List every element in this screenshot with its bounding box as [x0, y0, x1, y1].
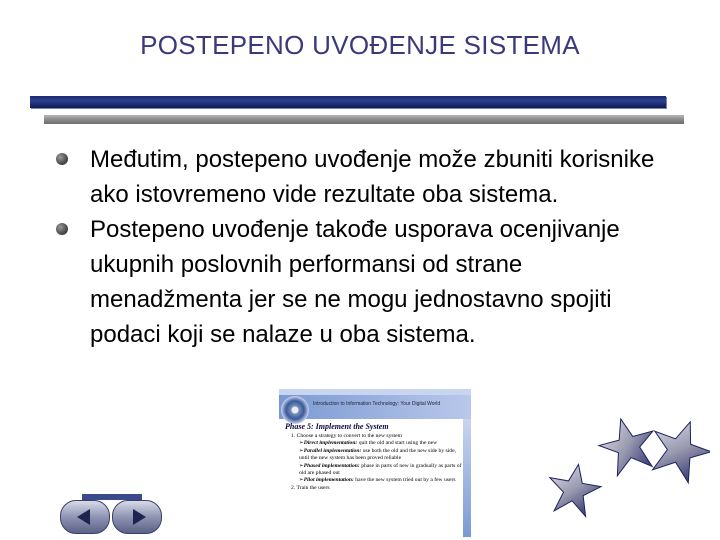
forward-button[interactable] — [112, 500, 162, 534]
star-icon — [642, 412, 710, 487]
thumbnail-line: ➢Phased implementation: phase in parts of new in gradually as parts of old are phased out — [299, 462, 462, 477]
slide-title: POSTEPENO UVOĐENJE SISTEMA — [140, 30, 580, 60]
thumbnail-line: 2. Train the users — [291, 484, 330, 491]
bullet-list — [56, 142, 676, 352]
back-arrow-icon — [77, 509, 90, 525]
thumbnail-lines — [285, 433, 467, 492]
cd-icon — [281, 396, 309, 424]
bullet-dot-icon — [56, 223, 68, 235]
textbook-slide-thumbnail — [279, 389, 471, 537]
thumbnail-line: ➢Pilot implementation: have the new system tried out by a few users — [299, 477, 456, 484]
bullet-text: Postepeno uvođenje takođe usporava ocenjivanje ukupnih poslovnih performansi od strane menadžmenta jer se ne mogu jednostavno spojiti podaci koji se nalaze u oba sistema. — [90, 216, 620, 348]
thumbnail-line: ➢Direct implementation: quit the old and start using the new — [299, 440, 438, 447]
back-button[interactable] — [60, 500, 110, 534]
bullet-dot-icon — [56, 153, 68, 165]
decorative-stars — [540, 410, 710, 535]
slide-navigation — [60, 494, 164, 532]
thumbnail-line: ➢Parallel implementation: use both the old and the new side by side, until the new system has been proved reliable — [299, 447, 456, 462]
thumbnail-side-strip — [463, 419, 471, 537]
thumbnail-header-text: Introduction to Information Technology: Your Digital World — [313, 401, 441, 407]
star-icon — [594, 412, 662, 479]
decorative-gray-bar — [44, 115, 684, 124]
thumbnail-title: Phase 5: Implement the System — [285, 422, 389, 431]
bullet-text: Međutim, postepeno uvođenje može zbuniti korisnike ako istovremeno vide rezultate oba sistema. — [90, 146, 655, 208]
forward-arrow-icon — [133, 509, 146, 525]
title-underline-bar — [30, 96, 666, 108]
star-icon — [544, 460, 604, 518]
bullet-item — [56, 142, 676, 212]
thumbnail-line: 1. Choose a strategy to convert to the new system — [291, 433, 402, 439]
bullet-item — [56, 212, 676, 352]
